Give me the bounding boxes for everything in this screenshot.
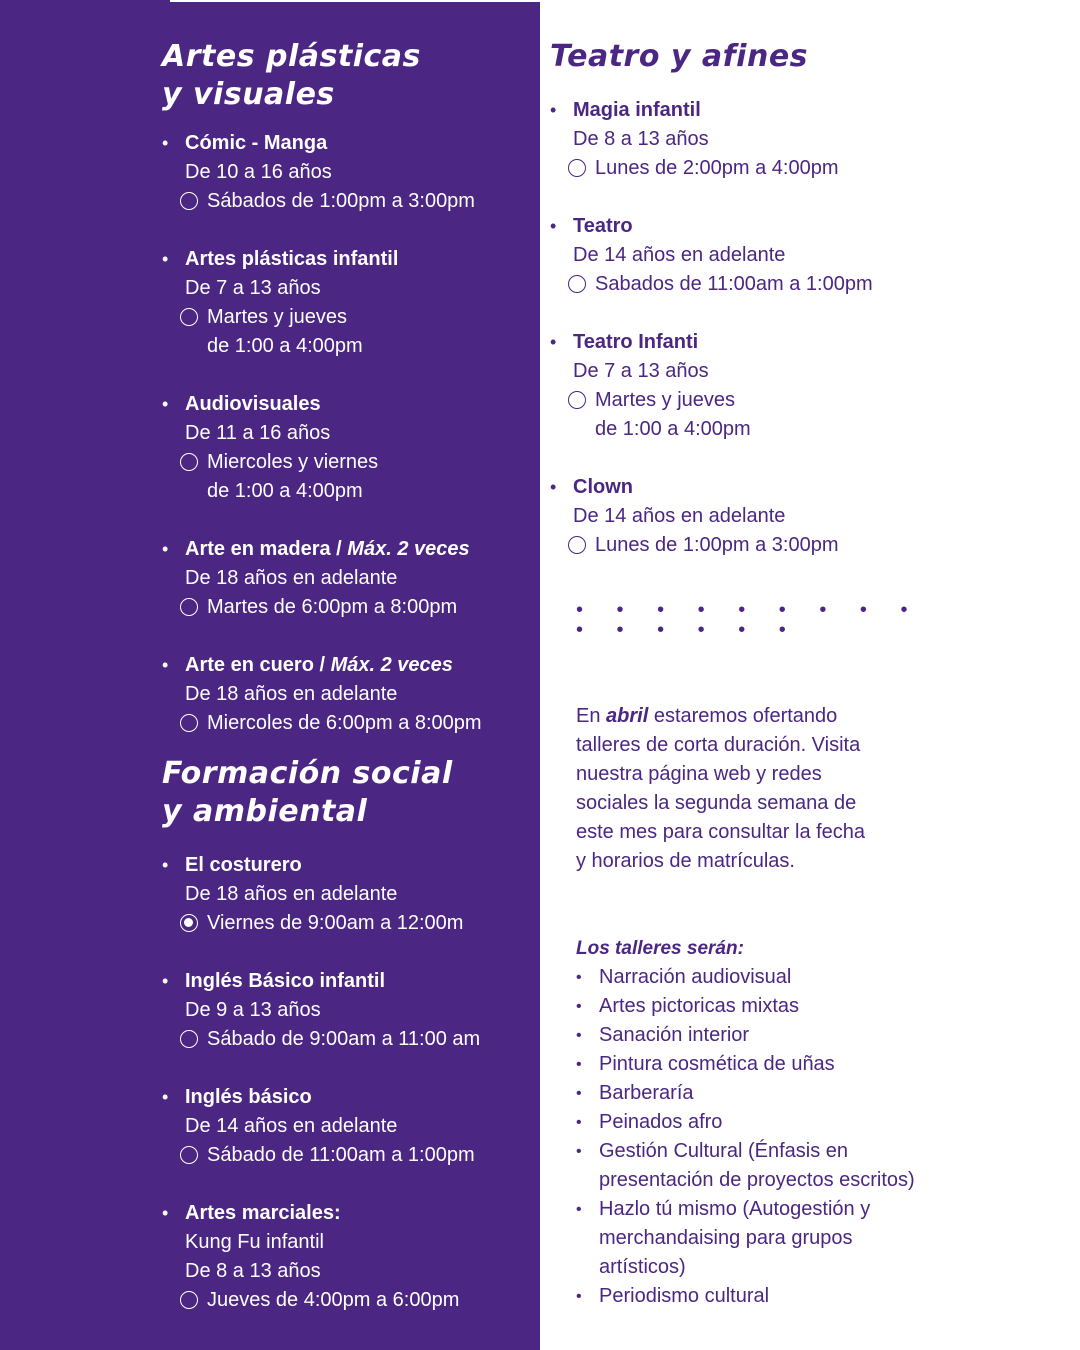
schedule: Lunes de 2:00pm a 4:00pm [573, 154, 930, 183]
bullet-icon: • [550, 477, 557, 497]
right-column [550, 38, 930, 1311]
schedule: Viernes de 9:00am a 12:00m [185, 909, 532, 938]
list-item: • Sanación interior [576, 1021, 930, 1050]
list-item-el-costurero: • El costurero De 18 años en adelante Viernes de 9:00am a 12:00m [162, 851, 532, 938]
list-item: • Artes pictoricas mixtas [576, 992, 930, 1021]
schedule: Martes y jueves de 1:00 a 4:00pm [185, 303, 532, 361]
talleres-list [550, 963, 930, 1311]
schedule: Sábados de 1:00pm a 3:00pm [185, 187, 532, 216]
dotted-divider: • • • • • • • • • • • • • • • [576, 599, 922, 641]
bullet-icon: • [162, 249, 169, 269]
bullet-icon: • [550, 100, 557, 120]
list-item-comic-manga: • Cómic - Manga De 10 a 16 años Sábados de 1:00pm a 3:00pm [162, 129, 532, 216]
schedule: Lunes de 1:00pm a 3:00pm [573, 531, 930, 560]
clock-icon [568, 536, 586, 554]
list-item-arte-en-cuero: • Arte en cuero / Máx. 2 veces De 18 años en adelante Miercoles de 6:00pm a 8:00pm [162, 651, 532, 738]
bullet-icon: • [550, 332, 557, 352]
schedule: Martes de 6:00pm a 8:00pm [185, 593, 532, 622]
clock-icon [568, 391, 586, 409]
clock-icon [180, 453, 198, 471]
list-item-audiovisuales: • Audiovisuales De 11 a 16 años Miercoles y viernes de 1:00 a 4:00pm [162, 390, 532, 506]
schedule: Sabados de 11:00am a 1:00pm [573, 270, 930, 299]
schedule: Miercoles de 6:00pm a 8:00pm [185, 709, 532, 738]
clock-icon [568, 275, 586, 293]
list-item: • Narración audiovisual [576, 963, 930, 992]
list-item-ingles-basico: • Inglés básico De 14 años en adelante Sábado de 11:00am a 1:00pm [162, 1083, 532, 1170]
bullet-icon: • [162, 394, 169, 414]
top-divider-line [170, 0, 540, 2]
clock-icon [180, 914, 198, 932]
clock-icon [180, 192, 198, 210]
bullet-icon: • [162, 133, 169, 153]
list-item-clown: • Clown De 14 años en adelante Lunes de 1:00pm a 3:00pm [550, 473, 930, 560]
list-item-teatro: • Teatro De 14 años en adelante Sabados de 11:00am a 1:00pm [550, 212, 930, 299]
section-title-teatro: Teatro y afines [550, 39, 809, 74]
list-item: • Gestión Cultural (Énfasis en presentación de proyectos escritos) [576, 1137, 930, 1195]
list-item-arte-en-madera: • Arte en madera / Máx. 2 veces De 18 años en adelante Martes de 6:00pm a 8:00pm [162, 535, 532, 622]
clock-icon [180, 1146, 198, 1164]
talleres-heading: Los talleres serán: [576, 938, 744, 959]
section-title-artes-plasticas: Artes plásticas y visuales [162, 39, 421, 112]
clock-icon [180, 598, 198, 616]
clock-icon [180, 714, 198, 732]
left-column [162, 38, 532, 1315]
schedule: Martes y jueves de 1:00 a 4:00pm [573, 386, 930, 444]
list-item: • Peinados afro [576, 1108, 930, 1137]
list-item: • Periodismo cultural [576, 1282, 930, 1311]
list-item-artes-marciales: • Artes marciales: Kung Fu infantil De 8 a 13 años Jueves de 4:00pm a 6:00pm [162, 1199, 532, 1315]
clock-icon [568, 159, 586, 177]
clock-icon [180, 1030, 198, 1048]
bullet-icon: • [162, 1087, 169, 1107]
schedule: Jueves de 4:00pm a 6:00pm [185, 1286, 532, 1315]
clock-icon [180, 1291, 198, 1309]
schedule: Sábado de 9:00am a 11:00 am [185, 1025, 532, 1054]
clock-icon [180, 308, 198, 326]
list-item-magia-infantil: • Magia infantil De 8 a 13 años Lunes de 2:00pm a 4:00pm [550, 96, 930, 183]
announcement-text: En abril estaremos ofertando talleres de corta duración. Visita nuestra página web y redes sociales la segunda semana de este mes para consultar la fecha y horarios de matrículas. [576, 705, 866, 872]
list-item: • Pintura cosmética de uñas [576, 1050, 930, 1079]
list-item: • Hazlo tú mismo (Autogestión y merchandaising para grupos artísticos) [576, 1195, 930, 1282]
bullet-icon: • [162, 855, 169, 875]
bullet-icon: • [162, 1203, 169, 1223]
bullet-icon: • [550, 216, 557, 236]
schedule: Miercoles y viernes de 1:00 a 4:00pm [185, 448, 532, 506]
list-item-teatro-infanti: • Teatro Infanti De 7 a 13 años Martes y jueves de 1:00 a 4:00pm [550, 328, 930, 444]
bullet-icon: • [162, 971, 169, 991]
list-item-artes-plasticas-infantil: • Artes plásticas infantil De 7 a 13 años Martes y jueves de 1:00 a 4:00pm [162, 245, 532, 361]
list-item-ingles-basico-infantil: • Inglés Básico infantil De 9 a 13 años Sábado de 9:00am a 11:00 am [162, 967, 532, 1054]
section-title-formacion-social: Formación social y ambiental [162, 756, 453, 829]
list-item: • Barberaría [576, 1079, 930, 1108]
bullet-icon: • [162, 539, 169, 559]
schedule: Sábado de 11:00am a 1:00pm [185, 1141, 532, 1170]
bullet-icon: • [162, 655, 169, 675]
